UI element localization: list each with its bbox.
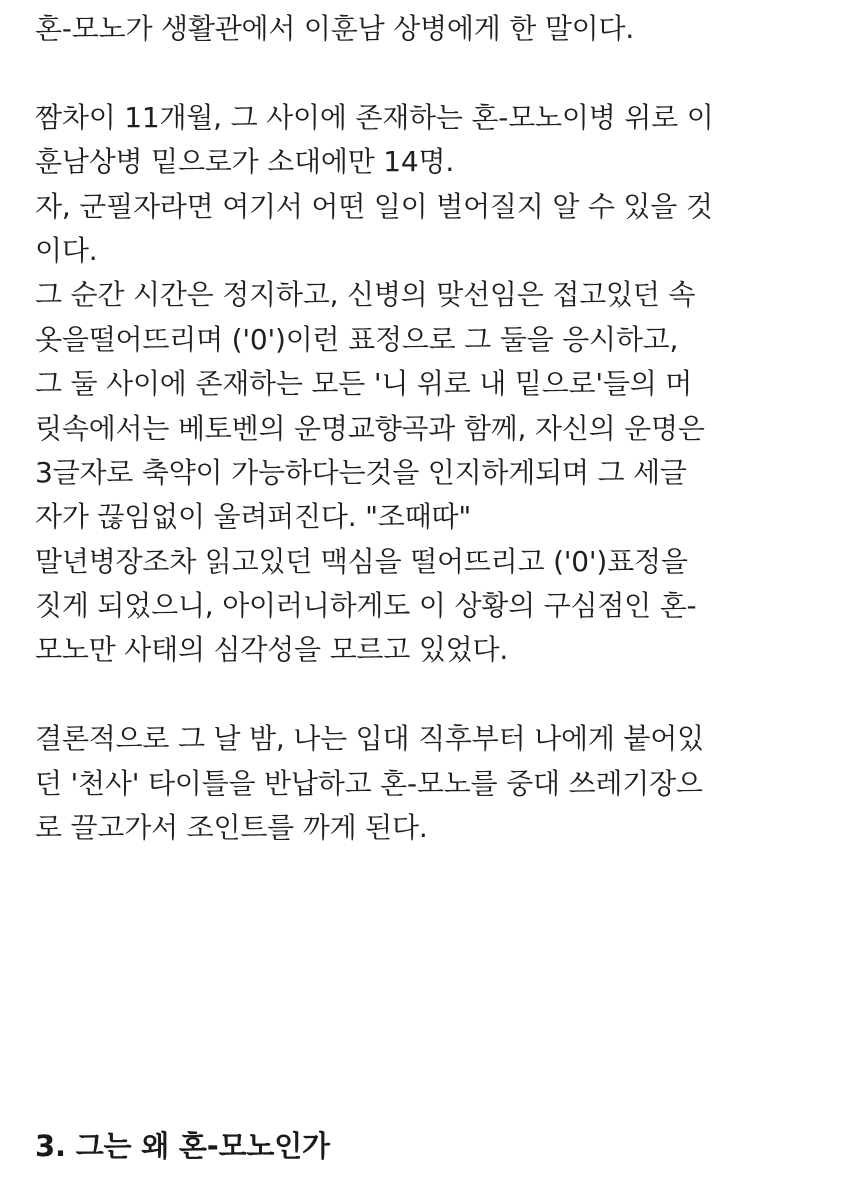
text-line: 자가 끊임없이 울려퍼진다. "조때따" [35,500,472,534]
text-line: 말년병장조차 읽고있던 맥심을 떨어뜨리고 ('0')표정을 [35,544,688,578]
text-line: 이다. [35,233,98,267]
paragraph-gap [35,51,835,95]
section-heading: 3. 그는 왜 혼-모노인가 [35,1129,330,1163]
paragraph-gap [35,673,835,717]
text-line: 옷을떨어뜨리며 ('0')이런 표정으로 그 둘을 응시하고, [35,322,679,356]
text-line: 짬차이 11개월, 그 사이에 존재하는 혼-모노이병 위로 이 [35,100,714,134]
text-line: 그 순간 시간은 정지하고, 신병의 맞선임은 접고있던 속 [35,278,696,312]
article-body [35,7,835,850]
text-line: 3글자로 축약이 가능하다는것을 인지하게되며 그 세글 [35,455,687,489]
text-line: 던 '천사' 타이틀을 반납하고 혼-모노를 중대 쓰레기장으 [35,766,703,800]
text-line: 짓게 되었으니, 아이러니하게도 이 상황의 구심점인 혼- [35,589,697,623]
paragraph-3 [35,717,835,850]
text-line: 모노만 사태의 심각성을 모르고 있었다. [35,633,509,667]
text-line: 로 끌고가서 조인트를 까게 된다. [35,811,428,845]
text-line: 그 둘 사이에 존재하는 모든 '니 위로 내 밑으로'들의 머 [35,367,693,401]
text-line: 혼-모노가 생활관에서 이훈남 상병에게 한 말이다. [35,12,635,45]
text-line: 릿속에서는 베토벤의 운명교향곡과 함께, 자신의 운명은 [35,411,705,445]
paragraph-2 [35,96,835,673]
text-line: 자, 군필자라면 여기서 어떤 일이 벌어질지 알 수 있을 것 [35,189,713,223]
text-line: 결론적으로 그 날 밤, 나는 입대 직후부터 나에게 붙어있 [35,722,704,756]
paragraph-1 [35,7,835,51]
text-line: 훈남상병 밑으로가 소대에만 14명. [35,145,455,179]
